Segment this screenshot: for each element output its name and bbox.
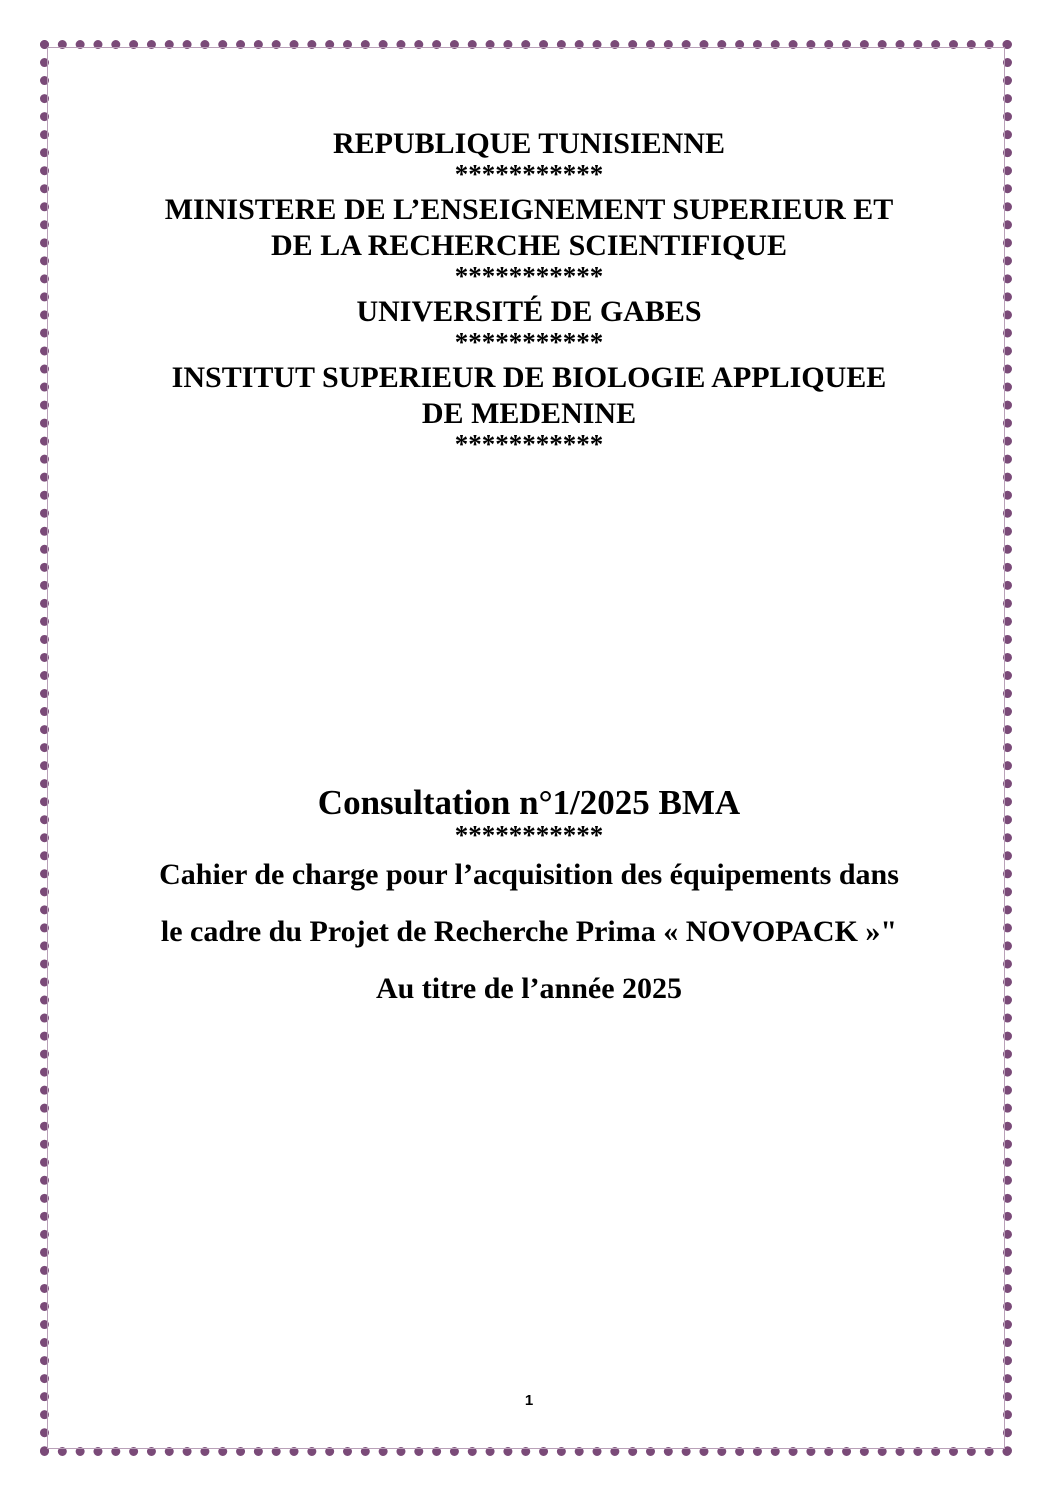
page-number: 1 bbox=[524, 1392, 534, 1409]
institute-title-line2: DE MEDENINE bbox=[421, 397, 637, 430]
consultation-subject bbox=[0, 782, 1058, 1017]
institution-header bbox=[0, 126, 1058, 459]
subject-line3: Au titre de l’année 2025 bbox=[375, 972, 683, 1005]
separator-stars: *********** bbox=[454, 159, 604, 189]
consultation-title: Consultation n°1/2025 BMA bbox=[317, 783, 741, 822]
separator-stars: *********** bbox=[454, 261, 604, 291]
university-title: UNIVERSITÉ DE GABES bbox=[356, 295, 702, 328]
separator-stars: *********** bbox=[454, 820, 604, 850]
ministry-title-line1: MINISTERE DE L’ENSEIGNEMENT SUPERIEUR ET bbox=[164, 193, 894, 226]
separator-stars: *********** bbox=[454, 429, 604, 459]
country-title: REPUBLIQUE TUNISIENNE bbox=[332, 127, 726, 160]
ministry-title-line2: DE LA RECHERCHE SCIENTIFIQUE bbox=[271, 229, 787, 262]
subject-line1: Cahier de charge pour l’acquisition des équipements dans bbox=[159, 858, 899, 891]
subject-line2: le cadre du Projet de Recherche Prima « NOVOPACK »" bbox=[160, 915, 898, 948]
separator-stars: *********** bbox=[454, 327, 604, 357]
institute-title-line1: INSTITUT SUPERIEUR DE BIOLOGIE APPLIQUEE bbox=[171, 361, 887, 394]
